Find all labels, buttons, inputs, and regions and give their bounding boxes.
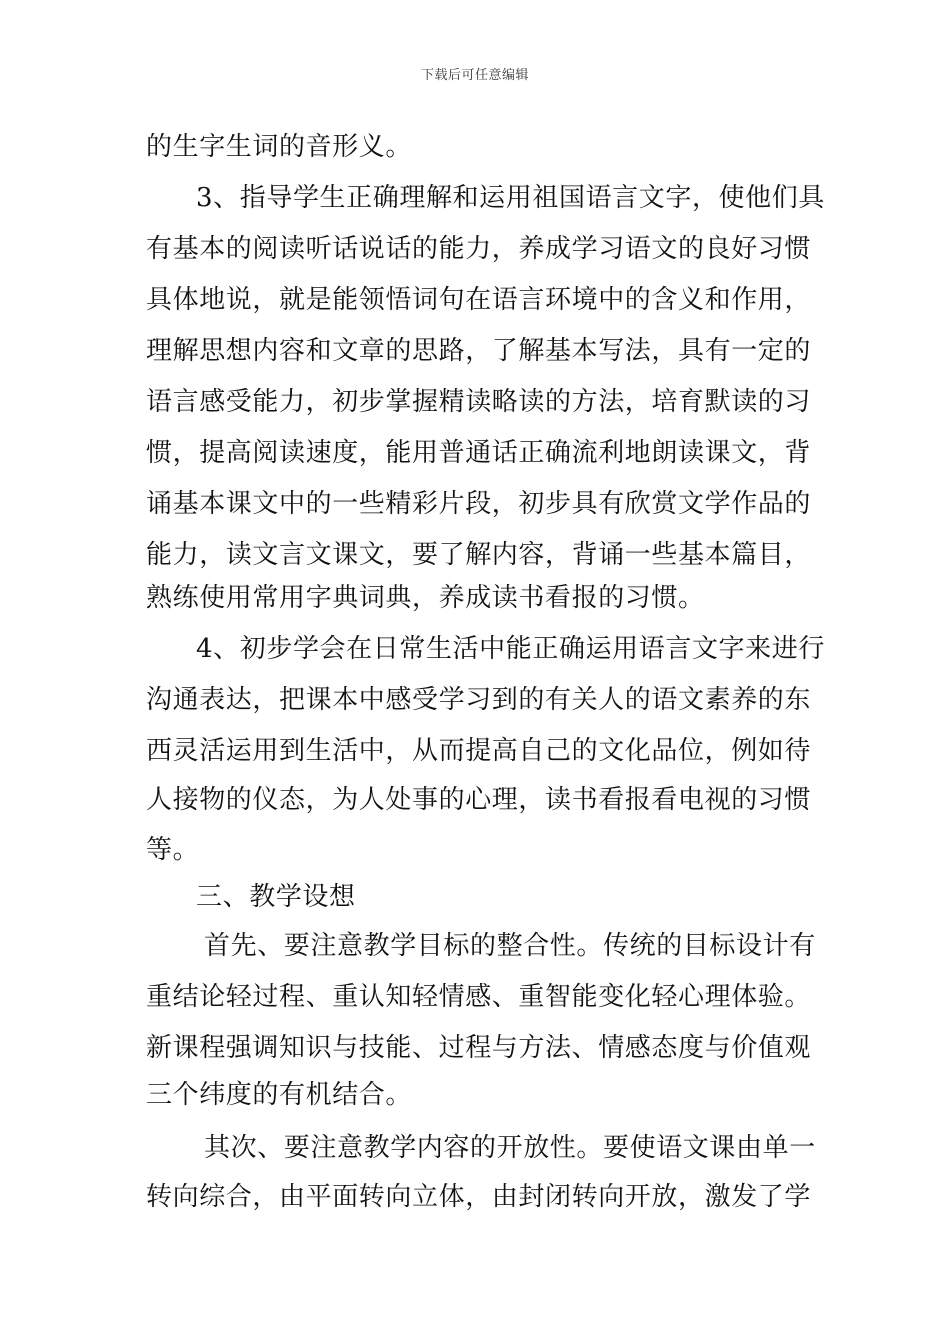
- text-line: 人接物的仪态，为人处事的心理，读书看报看电视的习惯: [146, 785, 812, 815]
- text-line: 新课程强调知识与技能、过程与方法、情感态度与价值观: [146, 1033, 812, 1063]
- text-line: 诵基本课文中的一些精彩片段，初步具有欣赏文学作品的: [146, 489, 812, 519]
- text-line: 西灵活运用到生活中，从而提高自己的文化品位，例如待: [146, 736, 812, 766]
- text-line: 语言感受能力，初步掌握精读略读的方法，培育默读的习: [146, 387, 812, 417]
- text-line: 能力，读文言文课文，要了解内容，背诵一些基本篇目，: [146, 540, 812, 570]
- text-line: 重结论轻过程、重认知轻情感、重智能变化轻心理体验。: [146, 982, 812, 1012]
- text-line: 具体地说，就是能领悟词句在语言环境中的含义和作用，: [146, 285, 812, 315]
- text-line: 有基本的阅读听话说话的能力，养成学习语文的良好习惯: [146, 234, 812, 264]
- text-line: 首先、要注意教学目标的整合性。传统的目标设计有: [204, 931, 816, 961]
- text-line: 三个纬度的有机结合。: [146, 1080, 413, 1110]
- text-line: 3、指导学生正确理解和运用祖国语言文字，使他们具: [196, 183, 825, 213]
- text-line: 的生字生词的音形义。: [146, 132, 413, 162]
- text-line: 沟通表达，把课本中感受学习到的有关人的语文素养的东: [146, 685, 812, 715]
- text-line: 惯，提高阅读速度，能用普通话正确流利地朗读课文，背: [146, 438, 812, 468]
- text-line: 熟练使用常用字典词典，养成读书看报的习惯。: [146, 583, 705, 613]
- text-line: 4、初步学会在日常生活中能正确运用语言文字来进行: [196, 634, 825, 664]
- text-line: 其次、要注意教学内容的开放性。要使语文课由单一: [204, 1133, 816, 1163]
- text-line: 理解思想内容和文章的思路，了解基本写法，具有一定的: [146, 336, 812, 366]
- page-header: 下载后可任意编辑: [420, 68, 529, 83]
- text-line: 转向综合，由平面转向立体，由封闭转向开放，激发了学: [146, 1182, 812, 1212]
- section-heading: 三、教学设想: [196, 882, 356, 912]
- text-line: 等。: [146, 835, 200, 865]
